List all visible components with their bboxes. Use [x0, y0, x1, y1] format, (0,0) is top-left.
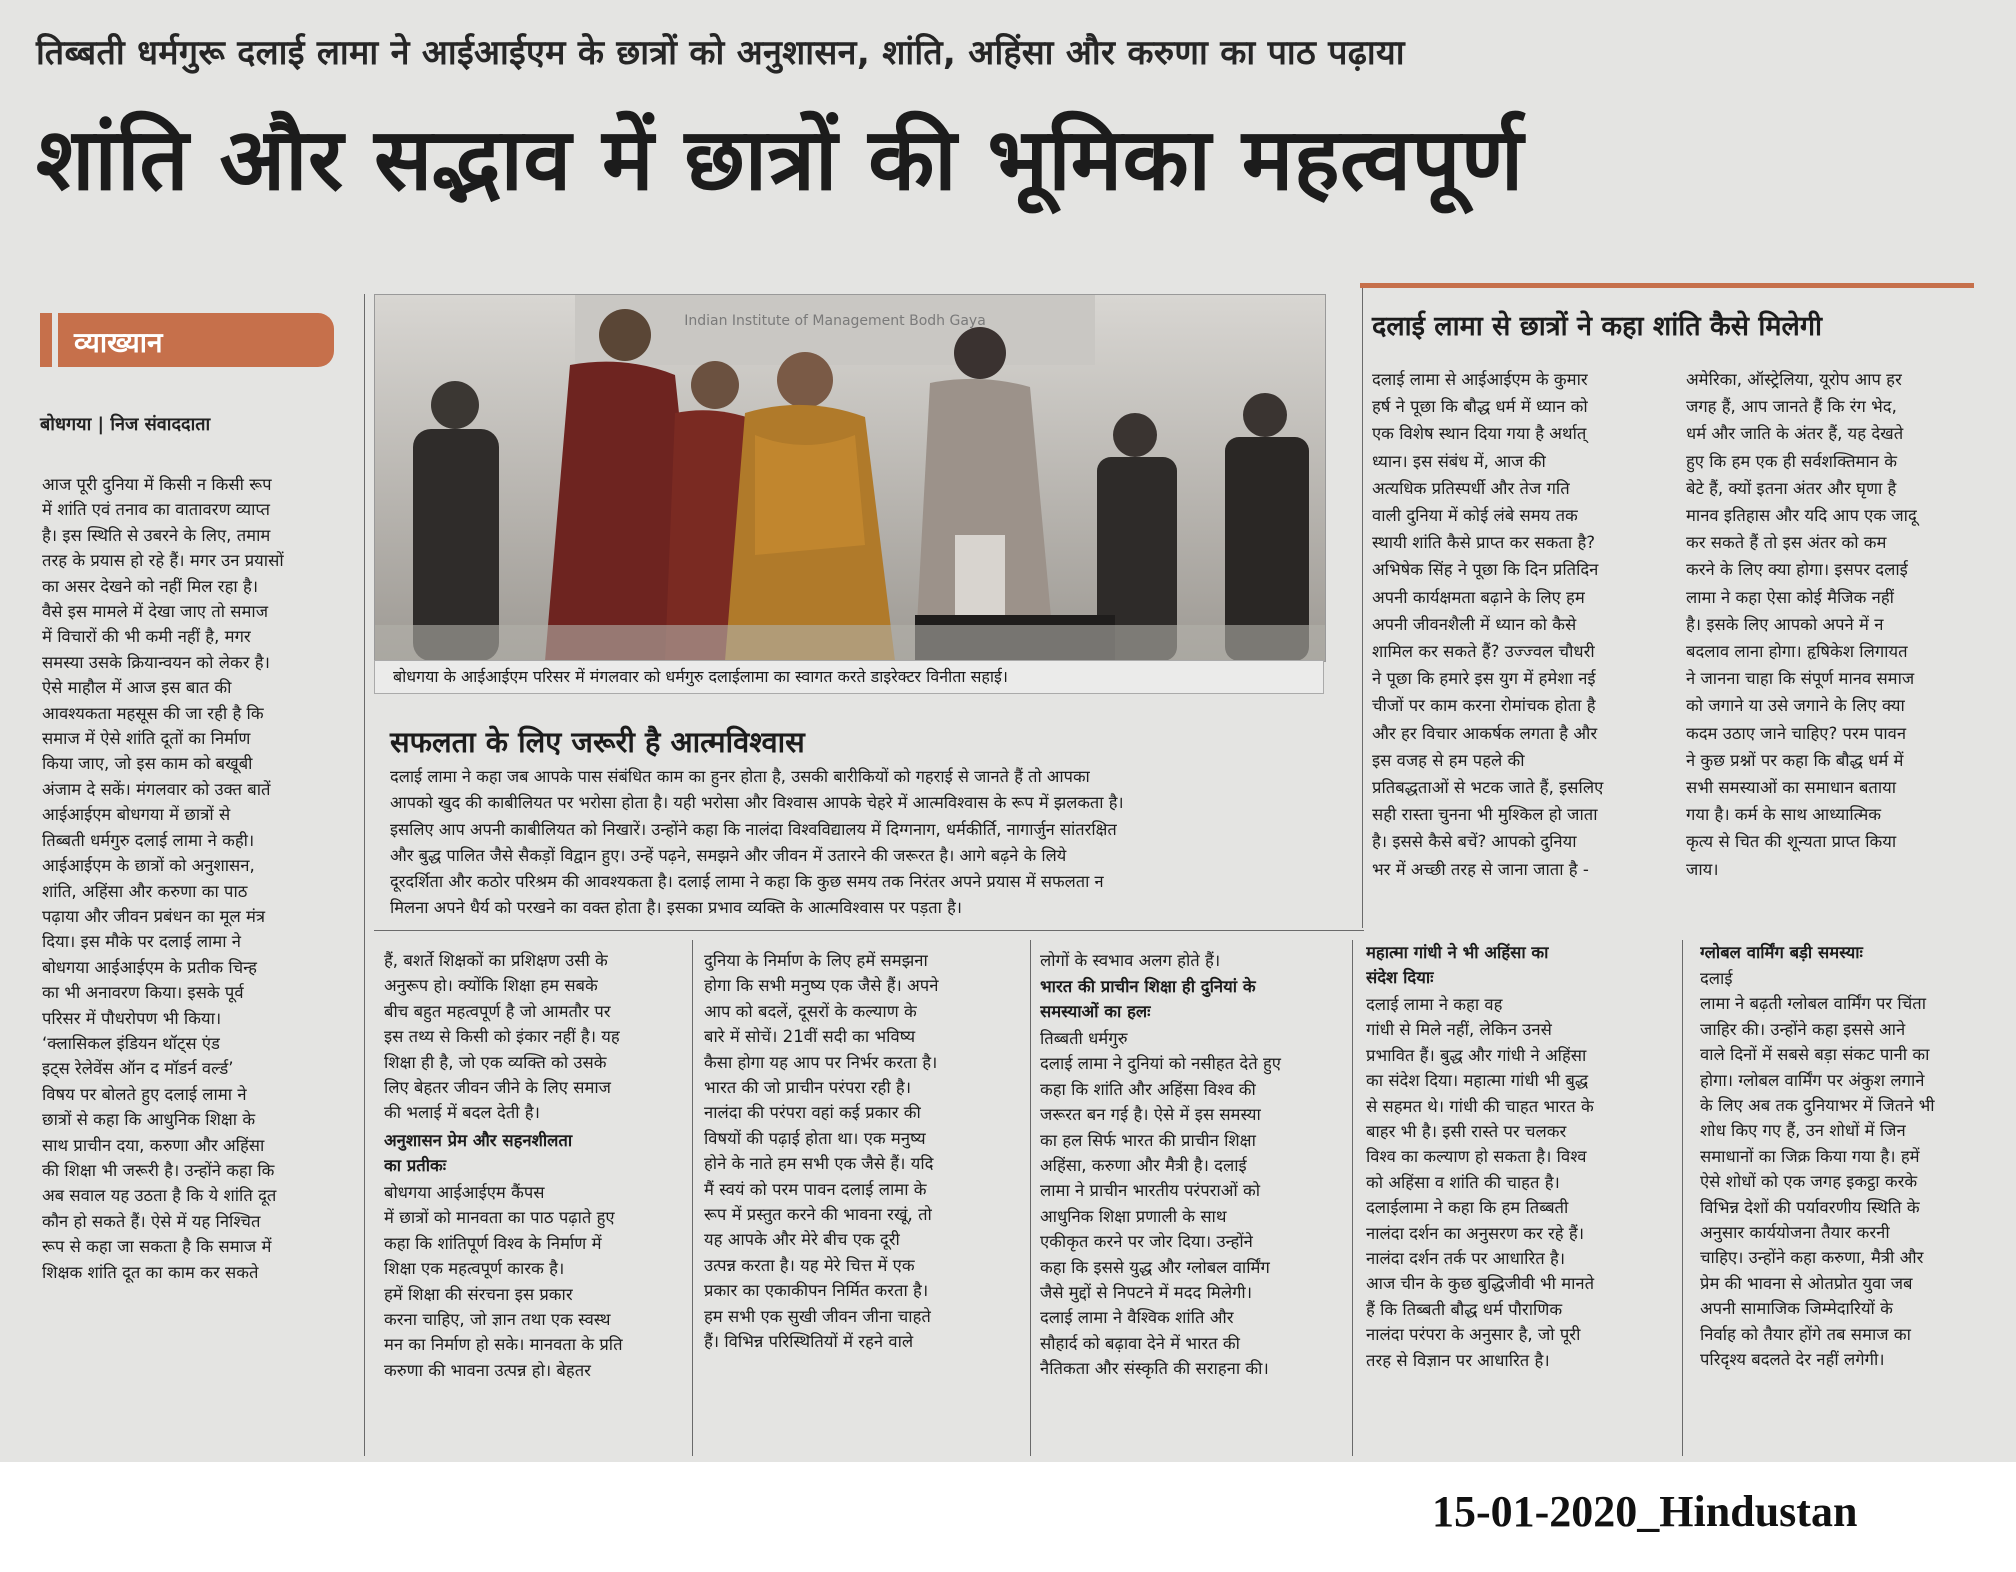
rule-col3-col4: [1030, 940, 1031, 1456]
article-kicker: तिब्बती धर्मगुरू दलाई लामा ने आईआईएम के छात्रों को अनुशासन, शांति, अहिंसा और करुणा का पाठ पढ़ाया: [36, 33, 1405, 73]
column-6-text: दलाई लामा ने बढ़ती ग्लोबल वार्मिंग पर चिंता जाहिर की। उन्होंने कहा इससे आने वाले दिनों में सबसे बड़ा संकट पानी का होगा। ग्लोबल वार्मिंग पर अंकुश लगाने के लिए अब तक दुनियाभर में जितने भी शोध किए गए हैं, उन शोधों में जिन समाधानों का जिक्र किया गया है। हमें ऐसे शोधों को एक जगह इकट्ठा करके विभिन्न देशों की पर्यावरणीय स्थिति के अनुसार कार्ययोजना तैयार करनी चाहिए। उन्होंने कहा करुणा, मैत्री और प्रेम की भावना से ओतप्रोत युवा जब अपनी सामाजिक जिम्मेदारियों के निर्वाह को तैयार होंगे तब समाज का परिदृश्य बदलते देर नहीं लगेगी।: [1700, 969, 1935, 1370]
column-4-text: लोगों के स्वभाव अलग होते हैं।: [1040, 951, 1221, 970]
column-6-subhead: ग्लोबल वार्मिंग बड़ी समस्याः: [1700, 943, 1863, 962]
column-2-subhead: अनुशासन प्रेम और सहनशीलता का प्रतीकः: [384, 1131, 573, 1176]
photo-caption: बोधगया के आईआईएम परिसर में मंगलवार को धर्मगुरु दलाईलामा का स्वागत करते डाइरेक्टर विनीता सहाई।: [374, 660, 1324, 694]
sidebar-column-a: दलाई लामा से आईआईएम के कुमार हर्ष ने पूछा कि बौद्ध धर्म में ध्यान को एक विशेष स्थान दिया गया है अर्थात् ध्यान। इस संबंध में, आज की अत्यधिक प्रतिस्पर्धी और तेज गति वाली दुनिया में कोई लंबे समय तक स्थायी शांति कैसे प्राप्त कर सकता है? अभिषेक सिंह ने पूछा कि दिन प्रतिदिन अपनी कार्यक्षमता बढ़ाने के लिए हम अपनी जीवनशैली में ध्यान को कैसे शामिल कर सकते हैं? उज्ज्वल चौधरी ने पूछा कि हमारे इस युग में हमेशा नई चीजों पर काम करना रोमांचक होता है और हर विचार आकर्षक लगता है और इस वजह से हम पहले की प्रतिबद्धताओं से भटक जाते हैं, इसलिए सही रास्ता चुनना भी मुश्किल हो जाता है। इससे कैसे बचें? आपको दुनिया भर में अच्छी तरह से जाना जाता है -: [1372, 370, 1604, 879]
sidebar-accent-rule: [1360, 283, 1974, 288]
section-tag: [58, 313, 334, 367]
photo-banner: Indian Institute of Management Bodh Gaya: [684, 313, 986, 329]
sidebar-left-rule: [1362, 288, 1363, 928]
rule-col5-col6: [1682, 940, 1683, 1456]
sidebar-column-b: अमेरिका, ऑस्ट्रेलिया, यूरोप आप हर जगह हैं, आप जानते हैं कि रंग भेद, धर्म और जाति के अंतर हैं, यह देखते हुए कि हम एक ही सर्वशक्तिमान के बेटे हैं, क्यों इतना अंतर और घृणा है मानव इतिहास और यदि आप एक जादू कर सकते हैं तो इस अंतर को कम करने के लिए क्या होगा। इसपर दलाई लामा ने कहा ऐसा कोई मैजिक नहीं है। इसके लिए आपको अपने में न बदलाव लाना होगा। हृषिकेश लिगायत ने जानना चाहा कि संपूर्ण मानव समाज को जगाने या उसे जगाने के लिए क्या कदम उठाए जाने चाहिए? परम पावन ने कुछ प्रश्नों पर कहा कि बौद्ध धर्म में सभी समस्याओं का समाधान बताया गया है। कर्म के साथ आध्यात्मिक कृत्य से चित की शून्यता प्राप्त किया जाय।: [1686, 370, 1917, 879]
sidebar-headline: दलाई लामा से छात्रों ने कहा शांति कैसे मिलेगी: [1372, 311, 1823, 342]
rule-left-of-photo: [364, 294, 365, 1456]
column-4-text-b: तिब्बती धर्मगुरु दलाई लामा ने दुनियां को नसीहत देते हुए कहा कि शांति और अहिंसा विश्व की जरूरत बन गई है। ऐसे में इस समस्या का हल सिर्फ भारत की प्राचीन शिक्षा अहिंसा, करुणा और मैत्री है। दलाई लामा ने प्राचीन भारतीय परंपराओं को आधुनिक शिक्षा प्रणाली के साथ एकीकृत करने पर जोर दिया। उन्होंने कहा कि इससे युद्ध और ग्लोबल वार्मिंग जैसे मुद्दों से निपटने में मदद मिलेगी। दलाई लामा ने वैश्विक शांति और सौहार्द को बढ़ावा देने में भारत की नैतिकता और संस्कृति की सराहना की।: [1040, 1029, 1281, 1379]
rule-col2-col3: [692, 940, 693, 1456]
source-footer: 15-01-2020_Hindustan: [1432, 1487, 1858, 1536]
section-tag-bar: [40, 313, 52, 367]
article-photo: [374, 294, 1326, 662]
box-headline: सफलता के लिए जरूरी है आत्मविश्वास: [390, 725, 805, 759]
column-2-text-b: बोधगया आईआईएम कैंपस में छात्रों को मानवता का पाठ पढ़ाते हुए कहा कि शांतिपूर्ण विश्व के निर्माण में शिक्षा एक महत्वपूर्ण कारक है। हमें शिक्षा की संरचना इस प्रकार करना चाहिए, जो ज्ञान तथा एक स्वस्थ मन का निर्माण हो सके। मानवता के प्रति करुणा की भावना उत्पन्न हो। बेहतर: [384, 1183, 623, 1380]
column-3-text: दुनिया के निर्माण के लिए हमें समझना होगा कि सभी मनुष्य एक जैसे हैं। अपने आप को बदलें, दूसरों के कल्याण के बारे में सोचें। 21वीं सदी का भविष्य कैसा होगा यह आप पर निर्भर करता है। भारत की जो प्राचीन परंपरा रही है। नालंदा की परंपरा वहां कई प्रकार की विषयों की पढ़ाई होता था। एक मनुष्य होने के नाते हम सभी एक जैसे हैं। यदि मैं स्वयं को परम पावन दलाई लामा के रूप में प्रस्तुत करने की भावना रखूं, तो यह आपके और मेरे बीच एक दूरी उत्पन्न करता है। यह मेरे चित्त में एक प्रकार का एकाकीपन निर्मित करता है। हम सभी एक सुखी जीवन जीना चाहते हैं। विभिन्न परिस्थितियों में रहने वाले: [704, 951, 939, 1352]
box-bottom-rule: [374, 930, 1364, 931]
column-5-text: दलाई लामा ने कहा वह गांधी से मिले नहीं, लेकिन उनसे प्रभावित हैं। बुद्ध और गांधी ने अहिंसा का संदेश दिया। महात्मा गांधी भी बुद्ध से सहमत थे। गांधी की चाहत भारत के बाहर भी है। इसी रास्ते पर चलकर विश्व का कल्याण हो सकता है। विश्व को अहिंसा व शांति की चाहत है। दलाईलामा ने कहा कि हम तिब्बती नालंदा दर्शन का अनुसरण कर रहे हैं। नालंदा दर्शन तर्क पर आधारित है। आज चीन के कुछ बुद्धिजीवी भी मानते हैं कि तिब्बती बौद्ध धर्म पौराणिक नालंदा परंपरा के अनुसार है, जो पूरी तरह से विज्ञान पर आधारित है।: [1366, 995, 1595, 1370]
column-2-text: हैं, बशर्ते शिक्षकों का प्रशिक्षण उसी के अनुरूप हो। क्योंकि शिक्षा हम सबके बीच बहुत महत्वपूर्ण है जो आमतौर पर इस तथ्य से किसी को इंकार नहीं है। यह शिक्षा ही है, जो एक व्यक्ति को उसके लिए बेहतर जीवन जीने के लिए समाज की भलाई में बदल देती है।: [384, 951, 620, 1123]
article-headline: शांति और सद्भाव में छात्रों की भूमिका महत्वपूर्ण: [36, 110, 1524, 210]
rule-col4-col5: [1352, 940, 1353, 1456]
photo-illustration: [375, 295, 1325, 661]
section-tag-label: व्याख्यान: [74, 326, 163, 359]
byline: बोधगया | निज संवाददाता: [40, 414, 211, 435]
column-1-text: आज पूरी दुनिया में किसी न किसी रूप में शांति एवं तनाव का वातावरण व्याप्त है। इस स्थिति से उबरने के लिए, तमाम तरह के प्रयास हो रहे हैं। मगर उन प्रयासों का असर देखने को नहीं मिल रहा है। वैसे इस मामले में देखा जाए तो समाज में विचारों की भी कमी नहीं है, मगर समस्या उसके क्रियान्वयन को लेकर है। ऐसे माहौल में आज इस बात की आवश्यकता महसूस की जा रही है कि समाज में ऐसे शांति दूतों का निर्माण किया जाए, जो इस काम को बखूबी अंजाम दे सकें। मंगलवार को उक्त बातें आईआईएम बोधगया में छात्रों से तिब्बती धर्मगुरु दलाई लामा ने कही। आईआईएम के छात्रों को अनुशासन, शांति, अहिंसा और करुणा का पाठ पढ़ाया और जीवन प्रबंधन का मूल मंत्र दिया। इस मौके पर दलाई लामा ने बोधगया आईआईएम के प्रतीक चिन्ह का भी अनावरण किया। इसके पूर्व परिसर में पौधरोपण भी किया। ‘क्लासिकल इंडियन थॉट्स एंड इट्स रेलेवेंस ऑन द मॉडर्न वर्ल्ड’ विषय पर बोलते हुए दलाई लामा ने छात्रों से कहा कि आधुनिक शिक्षा के साथ प्राचीन दया, करुणा और अहिंसा की शिक्षा भी जरूरी है। उन्होंने कहा कि अब सवाल यह उठता है कि ये शांति दूत कौन हो सकते हैं। ऐसे में यह निश्चित रूप से कहा जा सकता है कि समाज में शिक्षक शांति दूत का काम कर सकते: [42, 475, 284, 1282]
column-4-subhead: भारत की प्राचीन शिक्षा ही दुनियां के समस्याओं का हलः: [1040, 977, 1256, 1022]
box-text: दलाई लामा ने कहा जब आपके पास संबंधित काम का हुनर होता है, उसकी बारीकियों को गहराई से जानते हैं तो आपका आपको खुद की काबीलियत पर भरोसा होता है। यही भरोसा और विश्वास आपके चेहरे में आत्मविश्वास के रूप में झलकता है। इसलिए आप अपनी काबीलियत को निखारें। उन्होंने कहा कि नालंदा विश्वविद्यालय में दिग्गनाग, धर्मकीर्ति, नागार्जुन सांतरक्षित और बुद्ध पालित जैसे सैकड़ों विद्वान हुए। उन्हें पढ़ने, समझने और जीवन में उतारने की जरूरत है। आगे बढ़ने के लिये दूरदर्शिता और कठोर परिश्रम की आवश्यकता है। दलाई लामा ने कहा कि कुछ समय तक निरंतर अपने प्रयास में सफलता न मिलना अपने धैर्य को परखने का वक्त होता है। इसका प्रभाव व्यक्ति के आत्मविश्वास पर पड़ता है।: [390, 767, 1124, 918]
column-5-subhead: महात्मा गांधी ने भी अहिंसा का संदेश दियाः: [1366, 943, 1549, 988]
